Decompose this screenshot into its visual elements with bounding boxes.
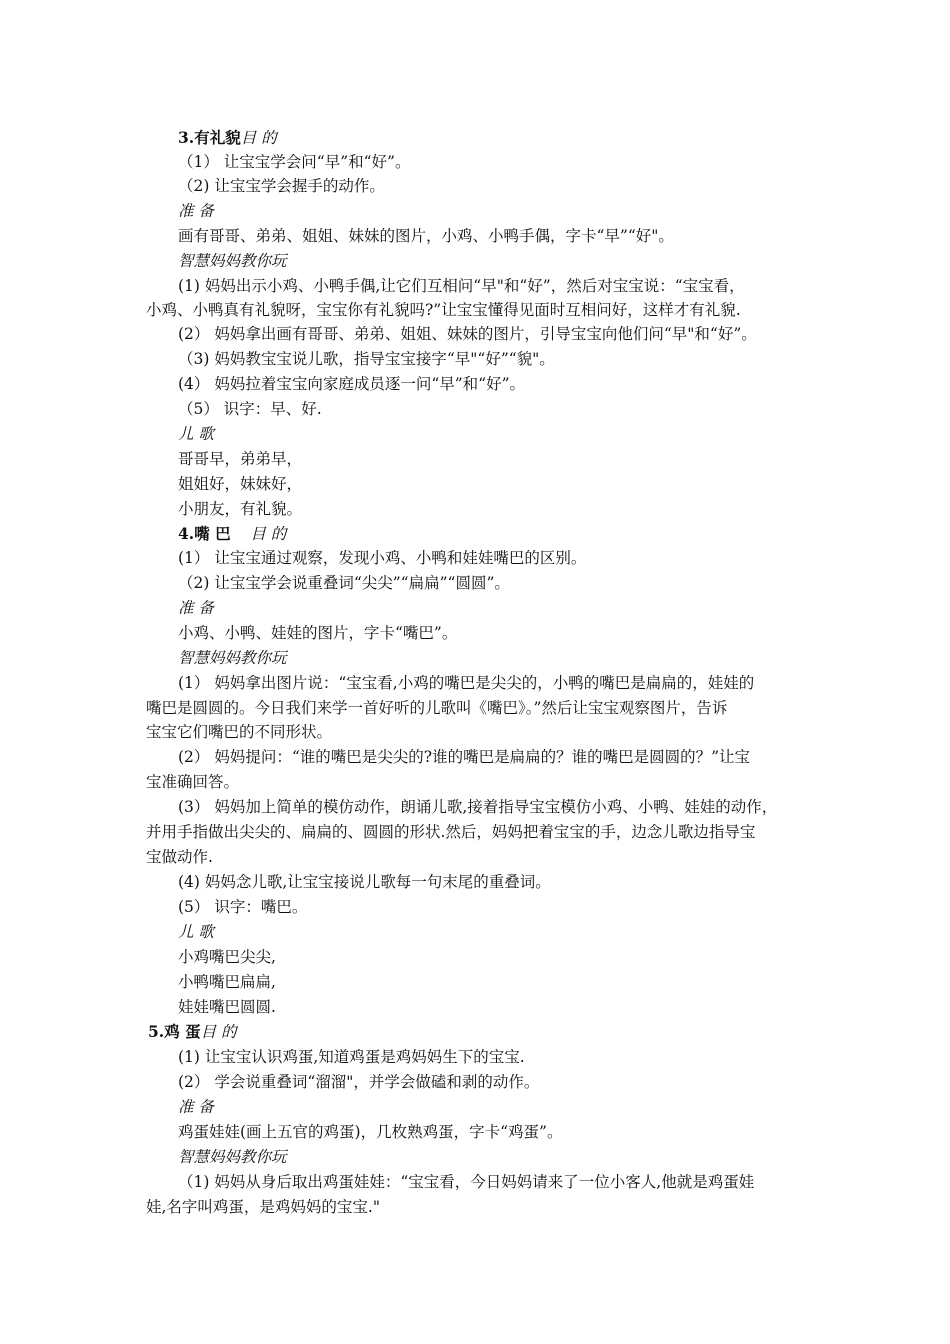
prep-text: 小鸡、小鸭、娃娃的图片，字卡“嘴巴”。 <box>178 624 458 642</box>
play-label: 智慧妈妈教你玩 <box>178 1148 287 1166</box>
step-line: (4） 妈妈拉着宝宝向家庭成员逐一问“早”和“好”。 <box>178 375 526 393</box>
step-line: 宝准确回答。 <box>146 773 240 791</box>
step-line: 娃,名字叫鸡蛋，是鸡妈妈的宝宝." <box>146 1198 380 1216</box>
section-heading <box>178 522 286 546</box>
section-heading <box>178 126 277 150</box>
prep-label: 准 备 <box>178 1098 214 1116</box>
song-line: 小鸡嘴巴尖尖, <box>178 948 276 966</box>
song-label: 儿 歌 <box>178 923 214 941</box>
step-line: (4) 妈妈念儿歌,让宝宝接说儿歌每一句末尾的重叠词。 <box>178 873 551 891</box>
goal-item: (2） 学会说重叠词“溜溜"，并学会做磕和剥的动作。 <box>178 1073 540 1091</box>
play-label: 智慧妈妈教你玩 <box>178 649 287 667</box>
prep-label: 准 备 <box>178 599 214 617</box>
section-title: 有礼貌 <box>194 128 241 147</box>
step-line: (1） 妈妈拿出图片说：“宝宝看,小鸡的嘴巴是尖尖的，小鸭的嘴巴是扁扁的，娃娃的 <box>178 674 755 692</box>
step-line: （5） 识字：早、好. <box>178 400 322 418</box>
step-line: (3） 妈妈加上简单的模仿动作，朗诵儿歌,接着指导宝宝模仿小鸡、小鸭、娃娃的动作， <box>178 798 778 816</box>
play-label: 智慧妈妈教你玩 <box>178 252 287 270</box>
prep-text: 画有哥哥、弟弟、姐姐、妹妹的图片，小鸡、小鸭手偶，字卡“早”“好"。 <box>178 227 674 245</box>
step-line: 小鸡、小鸭真有礼貌呀，宝宝你有礼貌吗?”让宝宝懂得见面时互相问好，这样才有礼貌. <box>146 301 741 319</box>
goal-item: （1） 让宝宝学会问“早”和“好”。 <box>178 153 411 171</box>
step-line: (1) 妈妈出示小鸡、小鸭手偶,让它们互相问“早"和“好”，然后对宝宝说：“宝宝看， <box>178 277 745 295</box>
goal-item: （2) 让宝宝学会握手的动作。 <box>178 177 385 195</box>
section-heading <box>148 1020 237 1044</box>
step-line: 宝做动作. <box>146 848 213 866</box>
goal-item: (1) 让宝宝认识鸡蛋,知道鸡蛋是鸡妈妈生下的宝宝. <box>178 1048 525 1066</box>
song-line: 姐姐好，妹妹好， <box>178 475 303 493</box>
goal-item: (1） 让宝宝通过观察，发现小鸡、小鸭和娃娃嘴巴的区别。 <box>178 549 587 567</box>
step-line: （1) 妈妈从身后取出鸡蛋娃娃：“宝宝看，今日妈妈请来了一位小客人,他就是鸡蛋娃 <box>178 1173 755 1191</box>
section-title: 鸡 蛋 <box>164 1022 201 1041</box>
step-line: 嘴巴是圆圆的。今日我们来学一首好听的儿歌叫《嘴巴》。”然后让宝宝观察图片，告诉 <box>146 699 728 717</box>
song-line: 小朋友，有礼貌。 <box>178 500 303 518</box>
section-number: 4. <box>178 524 195 543</box>
step-line: （3) 妈妈教宝宝说儿歌，指导宝宝接字“早"“好”“貌"。 <box>178 350 555 368</box>
goal-label: 目 的 <box>200 1023 237 1041</box>
step-line: (2） 妈妈提问：“谁的嘴巴是尖尖的?谁的嘴巴是扁扁的？谁的嘴巴是圆圆的？”让宝 <box>178 748 750 766</box>
song-line: 哥哥早，弟弟早， <box>178 450 303 468</box>
song-label: 儿 歌 <box>178 425 214 443</box>
song-line: 小鸭嘴巴扁扁, <box>178 973 276 991</box>
step-line: 宝宝它们嘴巴的不同形状。 <box>146 723 333 741</box>
prep-text: 鸡蛋娃娃(画上五官的鸡蛋)，几枚熟鸡蛋，字卡“鸡蛋”。 <box>178 1123 563 1141</box>
goal-label: 目 的 <box>240 129 277 147</box>
step-line: (5） 识字：嘴巴。 <box>178 898 308 916</box>
goal-label: 目 的 <box>250 525 287 543</box>
section-number: 5. <box>148 1022 165 1041</box>
goal-item: （2) 让宝宝学会说重叠词“尖尖”“扁扁”“圆圆”。 <box>178 574 510 592</box>
section-title: 嘴 巴 <box>194 524 231 543</box>
section-number: 3. <box>178 128 195 147</box>
step-line: (2） 妈妈拿出画有哥哥、弟弟、姐姐、妹妹的图片，引导宝宝向他们问“早"和“好”。 <box>178 325 757 343</box>
step-line: 并用手指做出尖尖的、扁扁的、圆圆的形状.然后，妈妈把着宝宝的手，边念儿歌边指导宝 <box>146 823 756 841</box>
song-line: 娃娃嘴巴圆圆. <box>178 998 276 1016</box>
prep-label: 准 备 <box>178 202 214 220</box>
